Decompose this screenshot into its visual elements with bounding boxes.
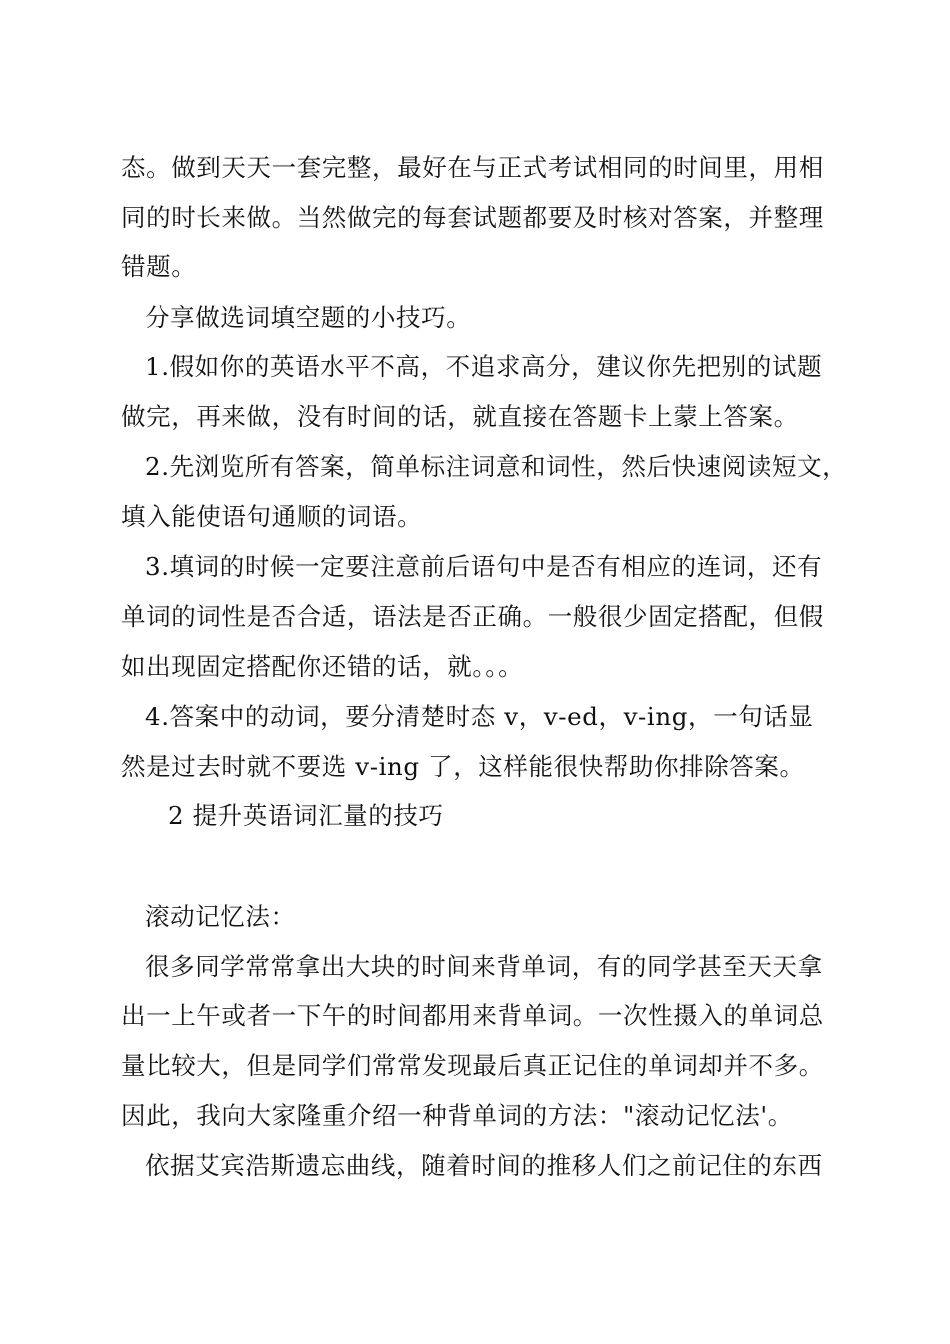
text-line: 2.先浏览所有答案，简单标注词意和词性，然后快速阅读短文， bbox=[145, 452, 848, 481]
text-line: 做完，再来做，没有时间的话，就直接在答题卡上蒙上答案。 bbox=[121, 402, 799, 431]
text-line: 1.假如你的英语水平不高，不追求高分，建议你先把别的试题 bbox=[145, 352, 823, 381]
text-line: 分享做选词填空题的小技巧。 bbox=[145, 303, 472, 332]
text-line: 依据艾宾浩斯遗忘曲线，随着时间的推移人们之前记住的东西 bbox=[145, 1151, 823, 1180]
text-line: 同的时长来做。当然做完的每套试题都要及时核对答案，并整理 bbox=[121, 203, 824, 232]
text-line: 量比较大，但是同学们常常发现最后真正记住的单词却并不多。 bbox=[121, 1051, 824, 1080]
text-line: 出一上午或者一下午的时间都用来背单词。一次性摄入的单词总 bbox=[121, 1001, 824, 1030]
text-line: 错题。 bbox=[121, 252, 197, 281]
text-line: 单词的词性是否合适，语法是否正确。一般很少固定搭配，但假 bbox=[121, 602, 824, 631]
text-line: 然是过去时就不要选 v-ing 了，这样能很快帮助你排除答案。 bbox=[121, 752, 805, 781]
text-line: 很多同学常常拿出大块的时间来背单词，有的同学甚至天天拿 bbox=[145, 952, 823, 981]
text-line: 填入能使语句通顺的词语。 bbox=[121, 502, 423, 531]
text-line: 因此，我向大家隆重介绍一种背单词的方法："滚动记忆法'。 bbox=[121, 1101, 793, 1130]
subheading: 滚动记忆法： bbox=[145, 902, 296, 931]
text-line: 3.填词的时候一定要注意前后语句中是否有相应的连词，还有 bbox=[145, 552, 823, 581]
text-line: 态。做到天天一套完整，最好在与正式考试相同的时间里，用相 bbox=[121, 153, 824, 182]
section-heading: 2 提升英语词汇量的技巧 bbox=[168, 801, 444, 830]
text-line: 如出现固定搭配你还错的话，就。。。 bbox=[121, 652, 524, 681]
text-line: 4.答案中的动词，要分清楚时态 v，v-ed，v-ing，一句话显 bbox=[145, 702, 814, 731]
